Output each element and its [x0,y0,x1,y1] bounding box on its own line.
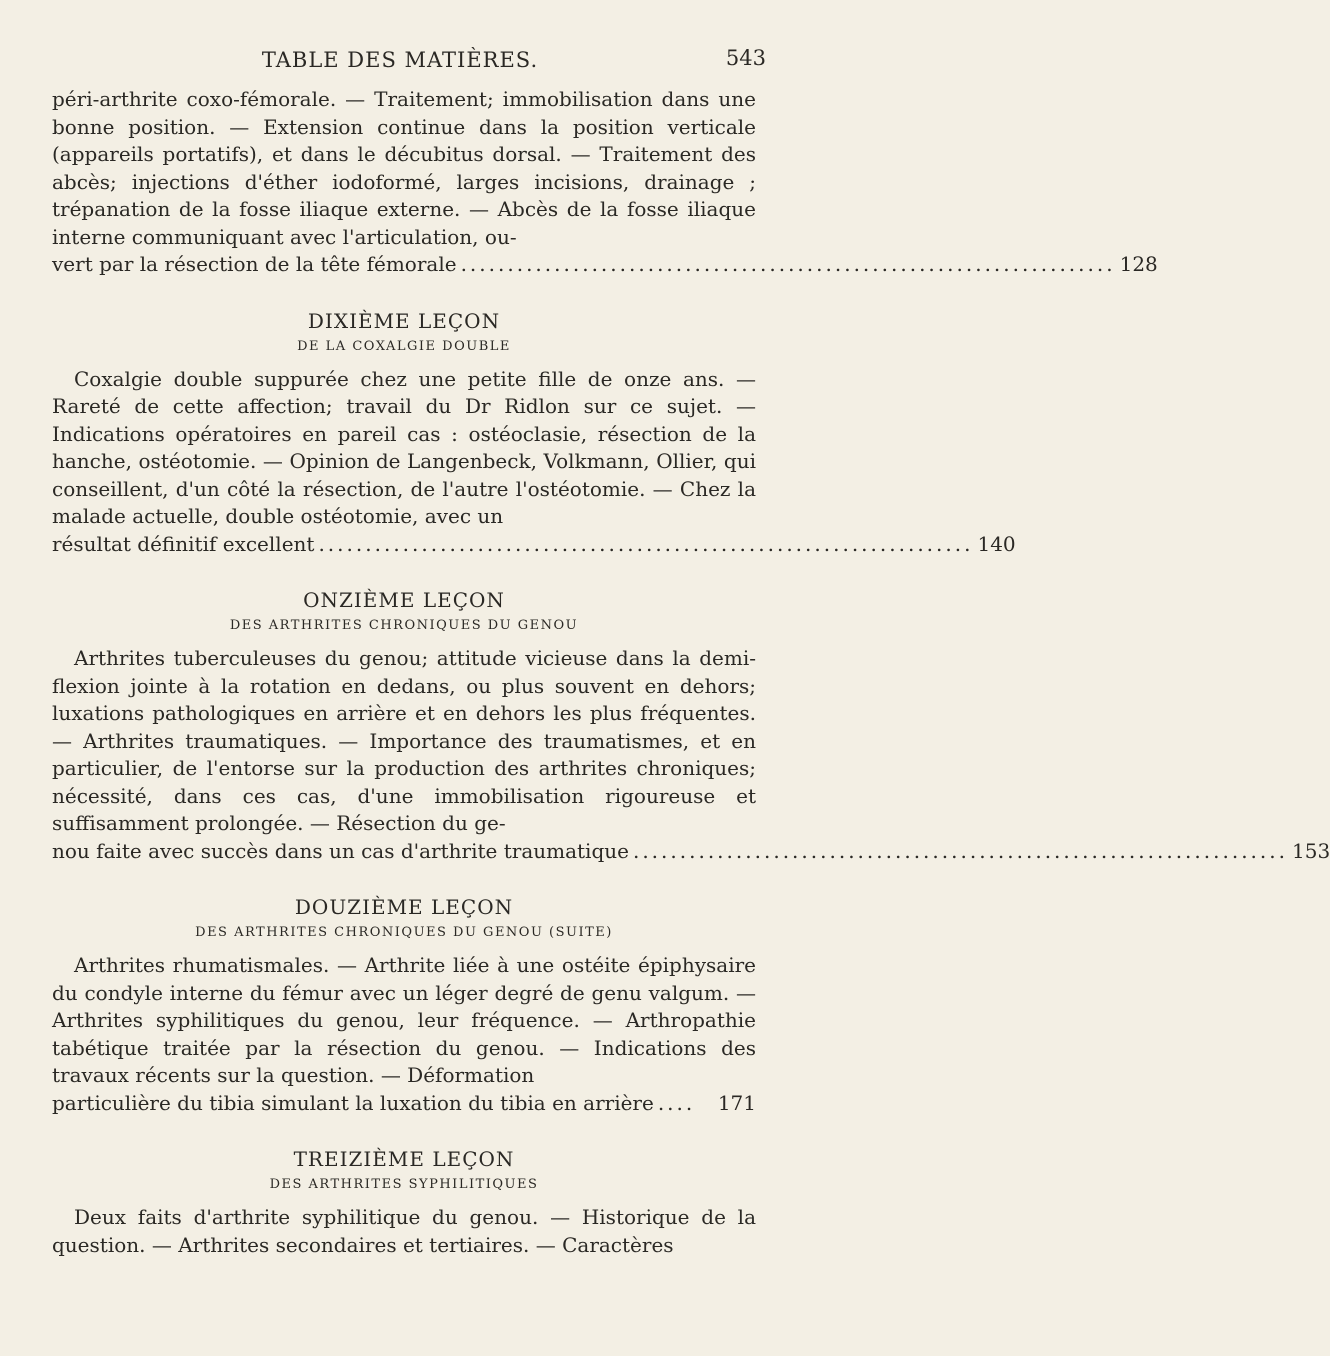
entry-final-line [52,531,1016,559]
toc-entry-lecon-13 [52,1147,756,1259]
lecon-subtitle: DES ARTHRITES CHRONIQUES DU GENOU (SUITE) [195,925,613,940]
entry-body: péri-arthrite coxo-fémorale. — Traitement; immobilisation dans une bonne position. — Extension continue dans la position verticale (appareils portatifs), et dans le décubitus dorsal. — Traitement des abcès; injections d'éther iodoformé, larges incisions, drainage ; trépanation de la fosse iliaque externe. — Abcès de la fosse iliaque interne communiquant avec l'articulation, ou- [52,87,756,249]
entry-last-line: nou faite avec succès dans un cas d'arthrite traumatique [52,838,629,863]
entry-last-line: vert par la résection de la tête fémorale [52,252,457,276]
lecon-subtitle: DES ARTHRITES SYPHILITIQUES [269,1177,539,1192]
leader-dots: .... [657,1090,696,1115]
entry-body: Coxalgie double suppurée chez une petite fille de onze ans. — Rareté de cette affection; travail du Dr Ridlon sur ce sujet. — Indications opératoires en pareil cas : ostéoclasie, résection de la hanche, ostéotomie. — Opinion de Langenbeck, Volkmann, Ollier, qui conseillent, d'un côté la résection, de l'autre l'ostéotomie. — Chez la malade actuelle, double ostéotomie, avec un [52,366,756,528]
entry-page-number: 140 [977,531,1016,556]
toc-entry-continuation [52,86,1158,279]
lecon-subtitle: DES ARTHRITES CHRONIQUES DU GENOU [229,618,579,633]
toc-content [52,86,1330,1259]
lecon-title: TREIZIÈME LEÇON [293,1147,515,1171]
entry-page-number: 128 [1119,252,1158,276]
toc-entry-lecon-10 [52,308,1016,559]
lecon-title: DOUZIÈME LEÇON [294,895,514,919]
entry-last-line: résultat définitif excellent [52,531,315,556]
page-number: 543 [725,46,766,70]
leader-dots: ...................................................................... [460,252,1116,276]
entry-body: Arthrites rhumatismales. — Arthrite liée à une ostéite épiphysaire du condyle interne du fémur avec un léger degré de genu valgum. — Arthrites syphilitiques du genou, leur fréquence. — Arthropathie tabétique traitée par la résection du genou. — Indications des travaux récents sur la question. — Déformation [52,953,756,1087]
entry-final-line [52,251,1158,279]
entry-body: Deux faits d'arthrite syphilitique du genou. — Historique de la question. — Arthrites secondaires et tertiaires. — Caractères [52,1205,756,1257]
toc-entry-lecon-12 [52,895,756,1117]
entry-last-line: particulière du tibia simulant la luxation du tibia en arrière [52,1090,654,1115]
lecon-subtitle: DE LA COXALGIE DOUBLE [297,338,511,354]
toc-entry-lecon-11 [52,588,1330,865]
entry-final-line [52,1090,756,1118]
entry-body: Arthrites tuberculeuses du genou; attitude vicieuse dans la demi-flexion jointe à la rotation en dedans, ou plus souvent en dehors; luxations pathologiques en arrière et en dehors les plus fréquentes. — Arthrites traumatiques. — Importance des traumatismes, et en particulier, de l'entorse sur la production des arthrites chroniques; nécessité, dans ces cas, d'une immobilisation rigoureuse et suffisamment prolongée. — Résection du ge- [52,646,756,835]
running-title: TABLE DES MATIÈRES. [261,48,539,72]
entry-final-line [52,838,1330,866]
entry-page-number: 153 [1292,838,1330,863]
lecon-title: ONZIÈME LEÇON [303,588,505,612]
entry-page-number: 171 [717,1090,756,1115]
leader-dots: ...................................................................... [318,531,974,556]
leader-dots: ...................................................................... [632,838,1288,863]
lecon-title: DIXIÈME LEÇON [307,308,501,333]
